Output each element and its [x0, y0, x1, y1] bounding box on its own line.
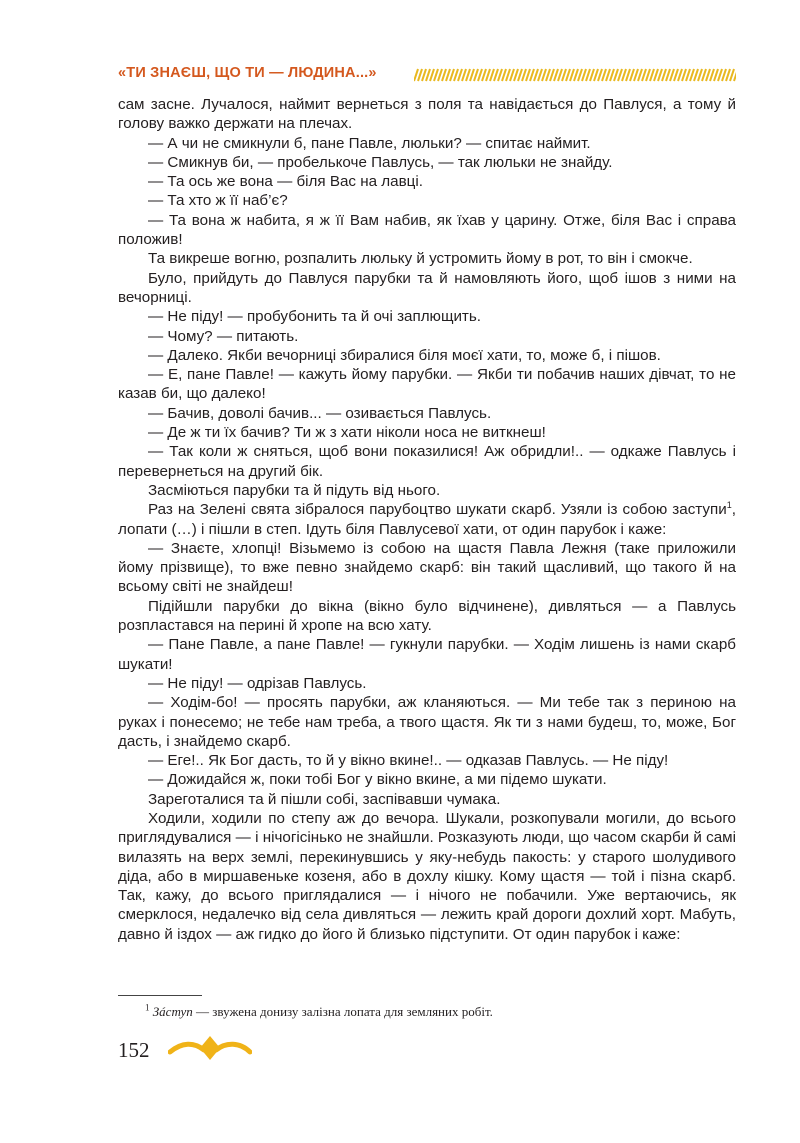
zigzag-stroke	[626, 69, 630, 81]
zigzag-stroke	[578, 69, 582, 81]
zigzag-stroke	[586, 69, 590, 81]
zigzag-stroke	[674, 69, 678, 81]
paragraph: Раз на Зелені свята зібралося парубоцтво шукати скарб. Узяли із собою заступи$^1$, лопати (…) і пішли в степ. Ідуть біля Павлусевої хати, от один парубок і каже:	[118, 500, 736, 538]
paragraph: Зареготалися та й пішли собі, заспівавши чумака.	[148, 790, 501, 808]
paragraph: — Чому? — питають.	[148, 327, 299, 345]
zigzag-stroke	[614, 69, 618, 81]
zigzag-stroke	[634, 69, 638, 81]
zigzag-stroke	[594, 69, 598, 81]
paragraph: — Дожидайся ж, поки тобі Бог у вікно вкине, а ми підемо шукати.	[148, 771, 607, 789]
footnote-ref: 1	[726, 500, 732, 511]
zigzag-stroke	[698, 69, 702, 81]
running-header	[118, 64, 738, 86]
zigzag-stroke	[490, 69, 494, 81]
zigzag-stroke	[694, 69, 698, 81]
zigzag-stroke	[726, 69, 730, 81]
zigzag-stroke	[690, 69, 694, 81]
paragraph: Було, прийдуть до Павлуся парубки та й намовляють його, щоб ішов з ними на вечорниці.	[118, 269, 736, 306]
zigzag-stroke	[518, 69, 522, 81]
zigzag-stroke	[650, 69, 654, 81]
zigzag-stroke	[474, 69, 478, 81]
zigzag-stroke	[558, 69, 562, 81]
zigzag-stroke	[566, 69, 570, 81]
body-text	[118, 95, 736, 944]
zigzag-stroke	[582, 69, 586, 81]
footnote-number: 1	[145, 1002, 150, 1013]
paragraph: Та викреше вогню, розпалить люльку й устромить йому в рот, то він і смокче.	[148, 250, 693, 268]
zigzag-stroke	[534, 69, 538, 81]
zigzag-stroke	[470, 69, 474, 81]
zigzag-stroke	[662, 69, 666, 81]
zigzag-stroke	[550, 69, 554, 81]
paragraph: Підійшли парубки до вікна (вікно було відчинене), дивляться — а Павлусь розпластався на перині й хропе на всю хату.	[118, 597, 736, 635]
zigzag-stroke	[506, 69, 510, 81]
zigzag-stroke	[718, 69, 722, 81]
zigzag-stroke	[602, 69, 606, 81]
zigzag-stroke	[682, 69, 686, 81]
zigzag-stroke	[542, 69, 546, 81]
paragraph: — Так коли ж сняться, щоб вони показилися! Аж обридли!.. — одкаже Павлусь і перевернеться на другий бік.	[118, 443, 736, 480]
ornament-icon	[168, 1030, 252, 1066]
paragraph: — А чи не смикнули б, пане Павле, люльки? — спитає наймит.	[148, 134, 591, 152]
paragraph: — Смикнув би, — пробелькоче Павлусь, — так люльки не знайду.	[148, 153, 613, 171]
zigzag-stroke	[706, 69, 710, 81]
zigzag-stroke	[510, 69, 514, 81]
zigzag-stroke	[642, 69, 646, 81]
zigzag-stroke	[554, 69, 558, 81]
zigzag-border-icon	[414, 68, 736, 82]
zigzag-stroke	[426, 69, 430, 81]
page-number: 152	[118, 1038, 150, 1062]
zigzag-stroke	[722, 69, 726, 81]
paragraph: — Де ж ти їх бачив? Ти ж з хати ніколи носа не виткнеш!	[148, 424, 546, 442]
zigzag-stroke	[562, 69, 566, 81]
zigzag-stroke	[546, 69, 550, 81]
zigzag-stroke	[574, 69, 578, 81]
zigzag-stroke	[482, 69, 486, 81]
paragraph: — Та ось же вона — біля Вас на лавці.	[148, 173, 423, 191]
paragraph: — Бачив, доволі бачив... — озивається Павлусь.	[148, 404, 492, 422]
zigzag-stroke	[494, 69, 498, 81]
zigzag-stroke	[530, 69, 534, 81]
zigzag-stroke	[430, 69, 434, 81]
zigzag-stroke	[422, 69, 426, 81]
paragraph: — Еге!.. Як Бог дасть, то й у вікно вкине!.. — одказав Павлусь. — Не піду!	[148, 752, 669, 770]
footnote-divider	[118, 995, 202, 996]
zigzag-stroke	[710, 69, 714, 81]
zigzag-stroke	[434, 69, 438, 81]
zigzag-stroke	[526, 69, 530, 81]
zigzag-stroke	[502, 69, 506, 81]
paragraph: — Е, пане Павле! — кажуть йому парубки. — Якби ти побачив наших дівчат, то не казав би, що далеко!	[118, 366, 736, 403]
zigzag-stroke	[598, 69, 602, 81]
zigzag-stroke	[458, 69, 462, 81]
zigzag-stroke	[646, 69, 650, 81]
zigzag-stroke	[666, 69, 670, 81]
zigzag-stroke	[630, 69, 634, 81]
paragraph: Засміються парубки та й підуть від нього.	[148, 481, 441, 499]
zigzag-stroke	[454, 69, 458, 81]
zigzag-stroke	[418, 69, 422, 81]
zigzag-stroke	[610, 69, 614, 81]
zigzag-stroke	[414, 69, 418, 81]
paragraph: — Ходім-бо! — просять парубки, аж кланяються. — Ми тебе так з периною на руках і понесемо; не тебе нам треба, а твого щастя. Як ти з нами будеш, то, може, Бог дасть, і знайдемо скарб.	[118, 694, 736, 750]
zigzag-stroke	[570, 69, 574, 81]
zigzag-stroke	[654, 69, 658, 81]
paragraph: — Не піду! — пробубонить та й очі заплющить.	[148, 308, 482, 326]
zigzag-stroke	[730, 69, 734, 81]
zigzag-stroke	[442, 69, 446, 81]
zigzag-stroke	[638, 69, 642, 81]
zigzag-stroke	[514, 69, 518, 81]
paragraph: — Пане Павле, а пане Павле! — гукнули парубки. — Ходім лишень із нами скарб шукати!	[118, 636, 736, 673]
zigzag-stroke	[462, 69, 466, 81]
zigzag-stroke	[538, 69, 542, 81]
zigzag-stroke	[486, 69, 490, 81]
zigzag-stroke	[498, 69, 502, 81]
paragraph: — Та хто ж її наб’є?	[148, 192, 288, 210]
zigzag-stroke	[466, 69, 470, 81]
paragraph: сам засне. Лучалося, наймит вернеться з поля та навідається до Павлуся, а тому й голову важко держати на плечах.	[118, 96, 736, 133]
zigzag-stroke	[714, 69, 718, 81]
zigzag-stroke	[678, 69, 682, 81]
zigzag-stroke	[670, 69, 674, 81]
footnote	[145, 1004, 493, 1020]
zigzag-stroke	[686, 69, 690, 81]
paragraph: — Далеко. Якби вечорниці збиралися біля моєї хати, то, може б, і пішов.	[148, 346, 661, 364]
zigzag-stroke	[622, 69, 626, 81]
paragraph: — Знаєте, хлопці! Візьмемо із собою на щастя Павла Лежня (таке приложили йому прізвище), то вже певно знайдемо скарб: він такий щасливий, що такого й на всьому світі не знайдеш!	[118, 539, 736, 596]
zigzag-stroke	[478, 69, 482, 81]
footnote-term: Зáступ	[152, 1004, 193, 1019]
zigzag-stroke	[606, 69, 610, 81]
zigzag-stroke	[658, 69, 662, 81]
zigzag-stroke	[446, 69, 450, 81]
zigzag-stroke	[590, 69, 594, 81]
zigzag-stroke	[702, 69, 706, 81]
zigzag-stroke	[618, 69, 622, 81]
paragraph: — Не піду! — одрізав Павлусь.	[148, 674, 367, 692]
zigzag-stroke	[522, 69, 526, 81]
paragraph: Ходили, ходили по степу аж до вечора. Шукали, розкопували могили, до всього приглядувалися — і нічогісінько не знайшли. Розказують люди, що часом скарби й самі вилазять на верх землі, перекинувшись у яку-небудь пакость: у старого шолудивого діда, або в миршавенькe козеня, або в дохлу кішку. Кому щастя — той і пізна скарб. Так, кажу, до всього приглядалися — і нічого не побачили. Уже вертаючись, як смерклося, недалечко від села дивляться — лежить край дороги дохлий хорт. Мабуть, давно й іздох — аж гидко до його й близько підступити. От один парубок і каже:	[118, 809, 736, 943]
paragraph: — Та вона ж набита, я ж її Вам набив, як їхав у царину. Отже, біля Вас і справа положив!	[118, 211, 736, 249]
zigzag-stroke	[450, 69, 454, 81]
zigzag-stroke	[438, 69, 442, 81]
footnote-definition: — звужена донизу залізна лопата для земляних робіт.	[192, 1004, 493, 1019]
header-title: «ТИ ЗНАЄШ, ЩО ТИ — ЛЮДИНА...»	[118, 65, 377, 81]
